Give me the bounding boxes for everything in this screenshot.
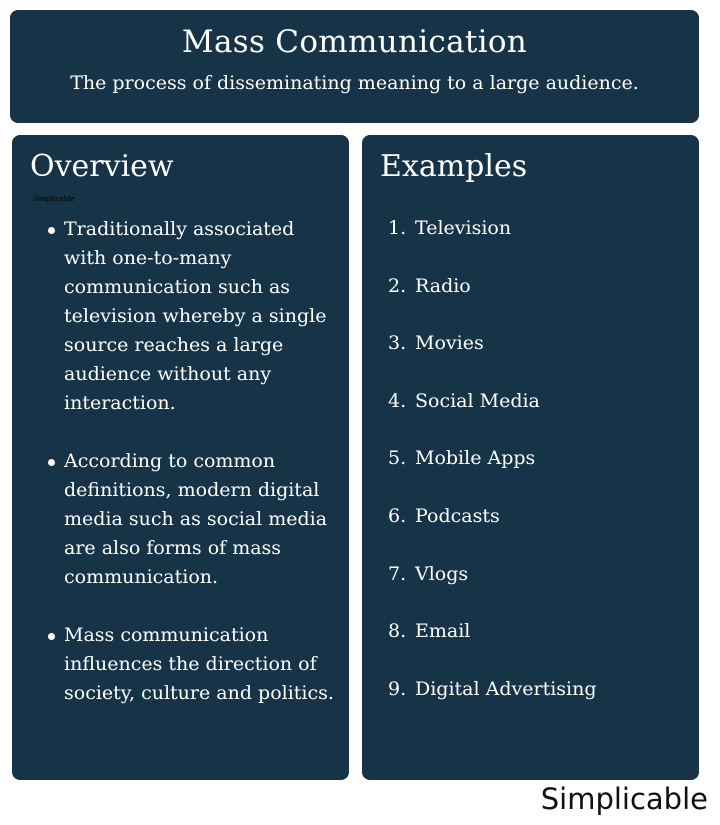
example-number: 1. — [388, 217, 407, 239]
overview-bullet: Mass communication influences the direction of society, culture and politics. — [12, 621, 349, 708]
example-label: Television — [415, 217, 512, 239]
example-item — [388, 501, 597, 559]
example-label: Podcasts — [415, 504, 500, 527]
example-number: 4. — [388, 389, 407, 412]
example-label: Movies — [415, 332, 484, 355]
example-label: Email — [415, 620, 471, 643]
example-item — [388, 386, 597, 444]
watermark: Simplicable — [33, 195, 75, 203]
example-number: 9. — [388, 677, 407, 700]
example-number: 2. — [388, 274, 407, 297]
examples-title: Examples — [380, 149, 528, 184]
overview-bullet-list — [12, 215, 349, 737]
example-number: 6. — [388, 504, 407, 527]
examples-panel — [362, 135, 699, 780]
example-item — [388, 674, 597, 732]
example-label: Radio — [415, 274, 471, 297]
example-label: Vlogs — [415, 562, 469, 585]
overview-bullet: Traditionally associated with one-to-many communication such as television whereby a single source reaches a large audience without any interaction. — [12, 215, 349, 418]
example-item — [388, 328, 597, 386]
example-label: Digital Advertising — [415, 677, 597, 700]
brand-logo-text: Simplicable — [540, 782, 708, 816]
example-number: 8. — [388, 620, 407, 643]
example-label: Social Media — [415, 389, 540, 412]
example-item — [388, 616, 597, 674]
example-number: 3. — [388, 332, 407, 355]
example-number: 5. — [388, 447, 407, 470]
examples-list — [388, 213, 597, 731]
page-subtitle: The process of disseminating meaning to a large audience. — [70, 72, 639, 94]
overview-bullet: According to common definitions, modern digital media such as social media are also forms of mass communication. — [12, 447, 349, 592]
example-item — [388, 443, 597, 501]
example-item — [388, 213, 597, 271]
page-title: Mass Communication — [181, 24, 528, 60]
example-item — [388, 559, 597, 617]
example-item — [388, 271, 597, 329]
example-label: Mobile Apps — [415, 447, 536, 470]
overview-panel — [12, 135, 349, 780]
example-number: 7. — [388, 562, 407, 585]
header-panel — [10, 10, 699, 123]
overview-title: Overview — [30, 149, 174, 184]
